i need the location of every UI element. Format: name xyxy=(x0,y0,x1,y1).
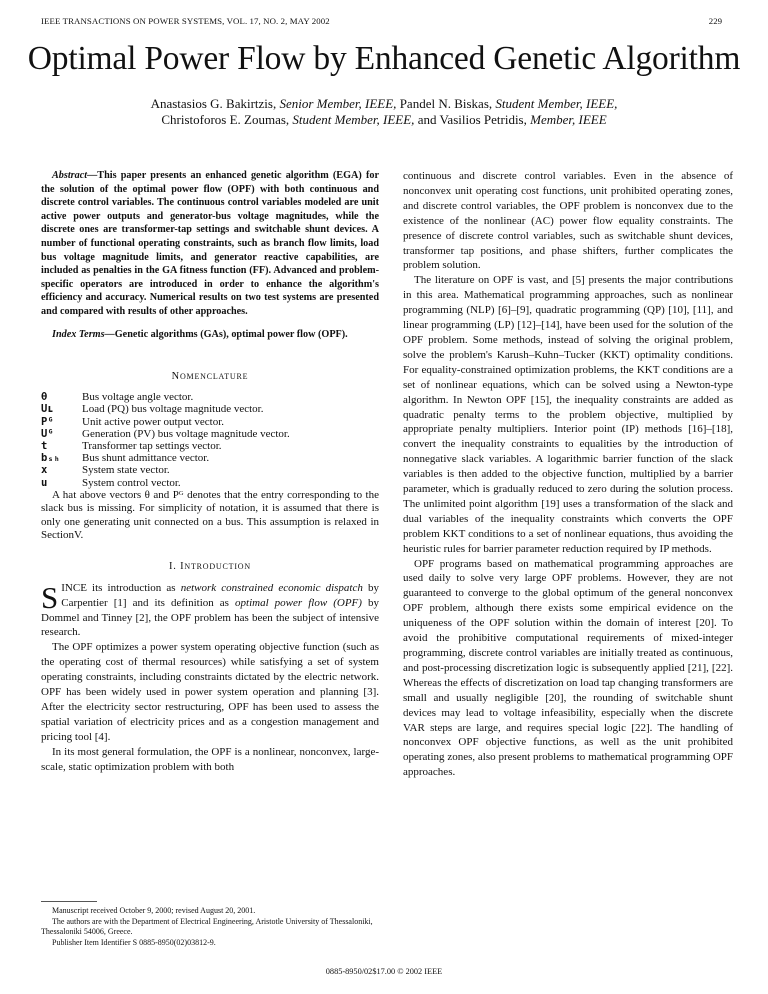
nomenclature-symbol: bₛₕ xyxy=(41,452,60,465)
paper-title: Optimal Power Flow by Enhanced Genetic Algorithm xyxy=(27,40,741,77)
nomenclature-item xyxy=(41,416,379,428)
body-paragraph-2: The literature on OPF is vast, and [5] presents the major contributions in this area. Mathematical programming approaches, such as nonlinear programming (NLP) [6]–[9], quadratic programming (QP) [10], [11], and linear programming (LP) [12]–[14], have been used for the solution of the OPF problem. Some methods, instead of solving the original problem, solve the problem's Karush–Kuhn–Tucker (KKT) optimality conditions. For equality-constrained optimization problems, the KKT conditions are a set of nonlinear equations, which can be solved using a Newton-type algorithm. In Newton OPF [15], the inequality constraints are added as quadratic penalty terms to the problem objective, multiplied by appropriate penalty multipliers. Interior point (IP) methods [16]–[18], convert the inequality constraints to equalities by the introduction of nonnegative slack variables. A logarithmic barrier function of the slack variables is then added to the objective function, multiplied by a barrier parameter, which is gradually reduced to zero during the solution process. The unlimited point algorithm [19] uses a transformation of the slack and dual variables of the inequality constraints which converts the OPF problem KKT conditions to a set of nonlinear equations, thus avoiding the heuristic rules for barrier parameter reduction required by IP methods. xyxy=(403,274,733,555)
author-name: and Vasilios Petridis, xyxy=(417,112,527,127)
nomenclature-symbol: Uᴳ xyxy=(41,427,54,440)
nomenclature-desc: System control vector. xyxy=(82,476,181,489)
abstract xyxy=(41,169,379,319)
nomenclature-item xyxy=(41,477,379,489)
author-name: Christoforos E. Zoumas, xyxy=(161,112,290,127)
nomenclature-item xyxy=(41,391,379,403)
introduction-heading: I. INTRODUCTION xyxy=(169,560,251,572)
body-paragraph-1: continuous and discrete control variables. Even in the absence of nonconvex unit operating cost functions, unit prohibited operating zones, and discrete control variables, the OPF problem is nonconvex due to the existence of the nonlinear (AC) power flow equality constraints. The presence of discrete control variables, such as switchable shunt devices, transformer tap positions, and phase shifters, further complicates the problem solution. xyxy=(403,170,733,272)
page-number: 229 xyxy=(708,16,722,26)
nomenclature-item xyxy=(41,464,379,476)
nomenclature-desc: Transformer tap settings vector. xyxy=(82,439,222,452)
intro-paragraph-1: SINCE its introduction as network constrained economic dispatch by Carpentier [1] and its definition as optimal power flow (OPF) by Dommel and Tinney [2], the OPF problem has been the subject of intensive research. xyxy=(41,579,379,639)
nomenclature-symbol: u xyxy=(41,476,48,489)
nomenclature-item xyxy=(41,452,379,464)
running-header: IEEE TRANSACTIONS ON POWER SYSTEMS, VOL. 17, NO. 2, MAY 2002 xyxy=(41,16,330,26)
nomenclature-symbol: Uʟ xyxy=(41,403,54,416)
author-name: Anastasios G. Bakirtzis, xyxy=(150,96,277,111)
drop-cap: S xyxy=(41,579,59,615)
footnote-divider xyxy=(41,901,97,902)
intro-paragraph-2: The OPF optimizes a power system operating objective function (such as the operating cost of thermal resources) while satisfying a set of system operating constraints, including constraints dictated by the electric network. OPF has been widely used in power system operation and planning [3]. After the electricity sector restructuring, OPF has been used to assess the spatial variation of electricity prices and as a congestion management and pricing tool [4]. xyxy=(41,641,379,743)
nomenclature-desc: Bus voltage angle vector. xyxy=(82,391,194,404)
author-list xyxy=(80,96,688,128)
footnote: Publisher Item Identifier S 0885-8950(02)03812-9. xyxy=(52,937,216,947)
nomenclature-desc: Unit active power output vector. xyxy=(82,415,225,428)
index-terms-label: Index Terms— xyxy=(52,328,115,340)
nomenclature-symbol: x xyxy=(41,464,48,477)
left-column xyxy=(41,169,379,775)
nomenclature-symbol: t xyxy=(41,439,48,452)
body-paragraph-3: OPF programs based on mathematical programming approaches are used daily to solve very large OPF problems. However, they are not guaranteed to converge to the global optimum of the general nonconvex OPF problem, although there exists some empirical evidence on the uniqueness of the OPF solution within the domain of interest [20]. To avoid the prohibitive computational requirements of mixed-integer programming, discrete control variables are initially treated as continuous, and post-processing discretization logic is subsequently applied [21], [22]. Whereas the effects of discretization on load tap changing transformers are small and usually negligible [20], the rounding of switchable shunt devices may lead to voltage infeasibility, especially when the discrete VAR steps are large, and requires special logic [22]. The handling of nonconvex OPF objective functions, as well as the unit prohibited operating zones, also present problems to mathematical programming OPF approaches. xyxy=(403,557,733,779)
nomenclature-note: A hat above vectors θ and Pᴳ denotes that the entry corresponding to the slack bus is missing. For simplicity of notation, it is assumed that there is only one generating unit connected on a bus. This assumption is relaxed in SectionV. xyxy=(41,488,379,542)
nomenclature-heading: NOMENCLATURE xyxy=(171,371,249,383)
nomenclature-list xyxy=(41,391,379,489)
author-membership: Student Member, IEEE, xyxy=(292,112,415,127)
footnote: Manuscript received October 9, 2000; revised August 20, 2001. xyxy=(52,906,256,915)
right-column xyxy=(403,169,733,780)
nomenclature-symbol: θ xyxy=(41,391,48,404)
nomenclature-symbol: Pᴳ xyxy=(41,415,54,428)
nomenclature-desc: Bus shunt admittance vector. xyxy=(82,452,210,465)
nomenclature-item xyxy=(41,403,379,415)
author-membership: Member, IEEE xyxy=(530,112,607,127)
index-terms xyxy=(41,328,379,342)
abstract-label: Abstract— xyxy=(52,170,98,181)
nomenclature-desc: Load (PQ) bus voltage magnitude vector. xyxy=(82,403,264,416)
nomenclature-item xyxy=(41,428,379,440)
nomenclature-item xyxy=(41,440,379,452)
footnote: The authors are with the Department of Electrical Engineering, Aristotle University of Thessaloniki, Thessaloniki 54006, Greece. xyxy=(41,916,373,937)
author-name: Pandel N. Biskas, xyxy=(399,96,493,111)
nomenclature-desc: System state vector. xyxy=(82,464,170,477)
copyright-line: 0885-8950/02$17.00 © 2002 IEEE xyxy=(325,967,443,976)
intro-paragraph-3: In its most general formulation, the OPF is a nonlinear, nonconvex, large-scale, static optimization problem with both xyxy=(41,745,379,773)
author-membership: Student Member, IEEE, xyxy=(495,96,618,111)
footnotes xyxy=(41,906,379,948)
index-terms-text: Genetic algorithms (GAs), optimal power flow (OPF). xyxy=(114,328,348,340)
nomenclature-desc: Generation (PV) bus voltage magnitude vector. xyxy=(82,427,290,440)
abstract-text: This paper presents an enhanced genetic algorithm (EGA) for the solution of the optimal power flow (OPF) with both continuous and discrete control variables. The continuous control variables modeled are unit active power outputs and generator-bus voltage magnitudes, while the discrete ones are transformer-tap settings and switchable shunt devices. A number of functional operating constraints, such as branch flow limits, load bus voltage magnitude limits, and generator reactive capabilities, are included as penalties in the GA fitness function (FF). Advanced and problem-specific operators are introduced in order to enhance the algorithm's efficiency and accuracy. Numerical results on two test systems are presented and compared with results of other approaches. xyxy=(41,170,379,317)
author-membership: Senior Member, IEEE, xyxy=(279,96,397,111)
